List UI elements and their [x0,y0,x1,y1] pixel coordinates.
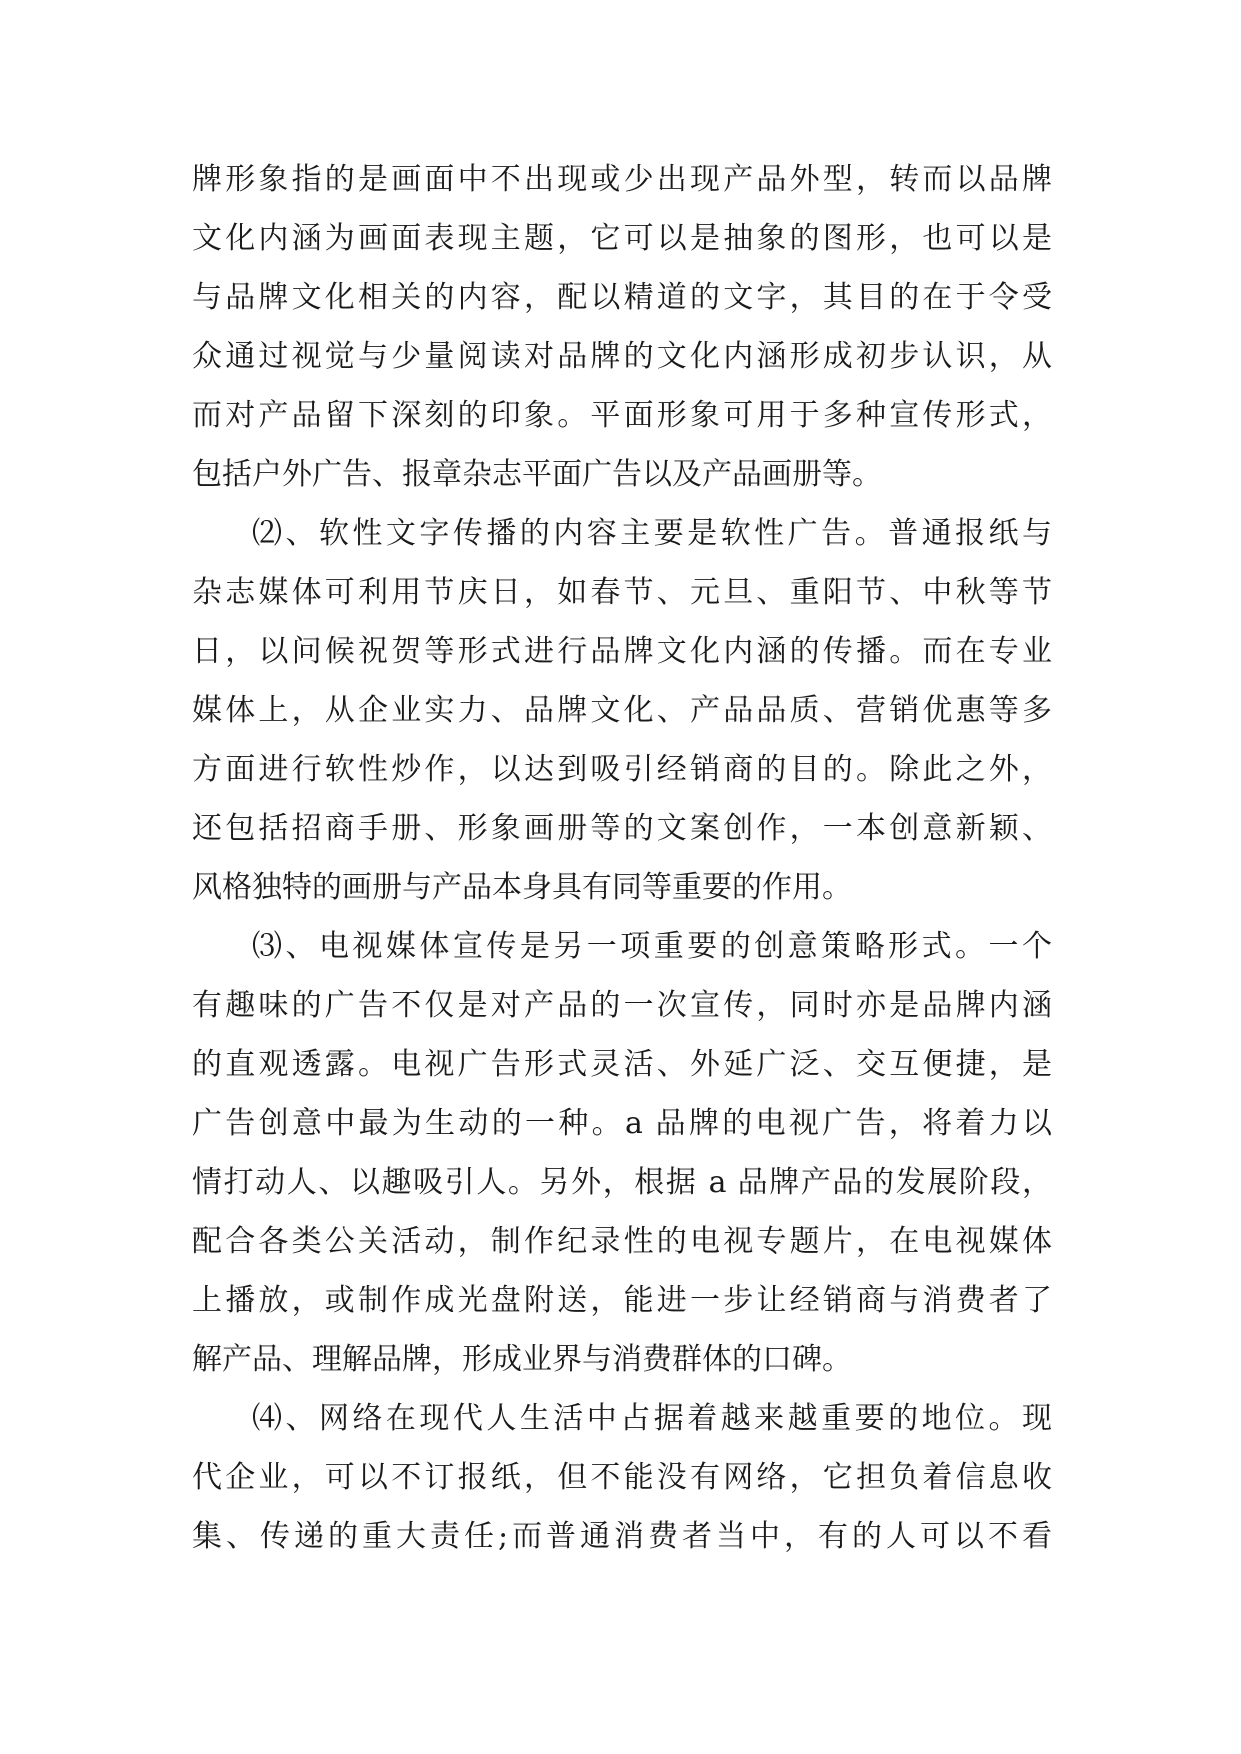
text-line: 杂志媒体可利用节庆日，如春节、元旦、重阳节、中秋等节 [192,575,1052,610]
text-line: 文化内涵为画面表现主题，它可以是抽象的图形，也可以是 [192,221,1052,256]
document-body [192,150,1052,1566]
text-line: 而对产品留下深刻的印象。平面形象可用于多种宣传形式， [192,398,1052,433]
text-line: 上播放，或制作成光盘附送，能进一步让经销商与消费者了 [192,1283,1052,1318]
paragraph-brand-image [192,150,1052,504]
text-line: ⑵、软性文字传播的内容主要是软性广告。普通报纸与 [252,516,1052,551]
paragraph-network [192,1389,1052,1566]
text-line: 广告创意中最为生动的一种。a 品牌的电视广告，将着力以 [192,1106,1052,1141]
text-line: 风格独特的画册与产品本身具有同等重要的作用。 [192,870,852,905]
text-line: 集、传递的重大责任;而普通消费者当中，有的人可以不看 [192,1519,1052,1554]
text-line: 与品牌文化相关的内容，配以精道的文字，其目的在于令受 [192,280,1052,315]
text-line: 还包括招商手册、形象画册等的文案创作，一本创意新颖、 [192,811,1052,846]
text-line: 解产品、理解品牌，形成业界与消费群体的口碑。 [192,1342,852,1377]
text-line: 众通过视觉与少量阅读对品牌的文化内涵形成初步认识，从 [192,339,1052,374]
text-line: 情打动人、以趣吸引人。另外，根据 a 品牌产品的发展阶段， [192,1165,1052,1200]
text-line: 方面进行软性炒作，以达到吸引经销商的目的。除此之外， [192,752,1052,787]
text-line: 牌形象指的是画面中不出现或少出现产品外型，转而以品牌 [192,162,1052,197]
text-line: 配合各类公关活动，制作纪录性的电视专题片，在电视媒体 [192,1224,1052,1259]
text-line: 日，以问候祝贺等形式进行品牌文化内涵的传播。而在专业 [192,634,1052,669]
text-line: ⑶、电视媒体宣传是另一项重要的创意策略形式。一个 [252,929,1052,964]
text-line: 代企业，可以不订报纸，但不能没有网络，它担负着信息收 [192,1460,1052,1495]
text-line: 的直观透露。电视广告形式灵活、外延广泛、交互便捷，是 [192,1047,1052,1082]
text-line: 媒体上，从企业实力、品牌文化、产品品质、营销优惠等多 [192,693,1052,728]
text-line: ⑷、网络在现代人生活中占据着越来越重要的地位。现 [252,1401,1052,1436]
paragraph-tv-media [192,917,1052,1389]
text-line: 包括户外广告、报章杂志平面广告以及产品画册等。 [192,457,882,492]
text-line: 有趣味的广告不仅是对产品的一次宣传，同时亦是品牌内涵 [192,988,1052,1023]
paragraph-soft-text [192,504,1052,917]
